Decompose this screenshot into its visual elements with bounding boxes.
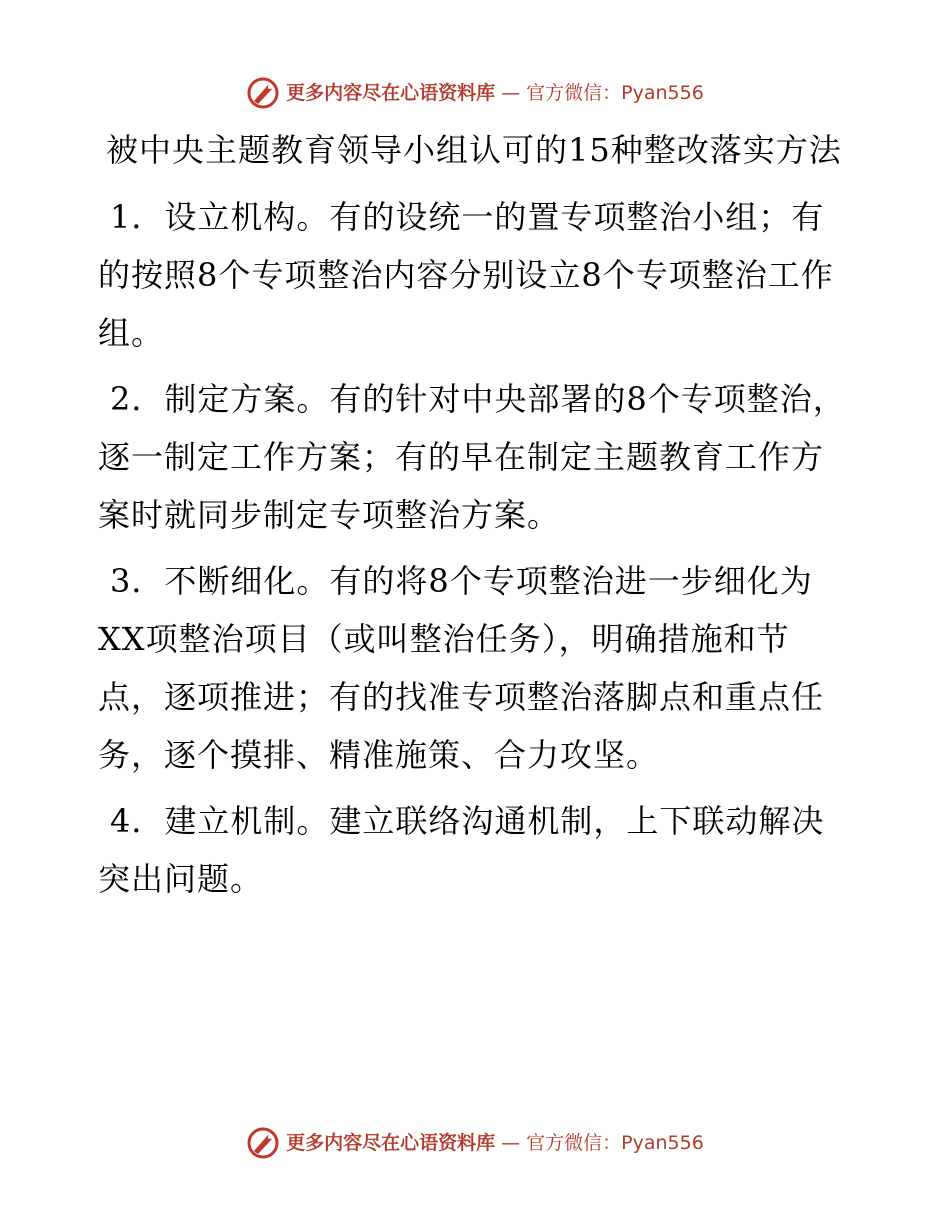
pen-logo-icon <box>246 1126 280 1160</box>
document-body <box>98 122 853 916</box>
watermark-main-text: 更多内容尽在心语资料库 <box>286 82 496 104</box>
pen-logo-icon <box>246 76 280 110</box>
document-title: 被中央主题教育领导小组认可的15种整改落实方法 <box>106 131 842 169</box>
header-watermark <box>0 76 950 110</box>
footer-watermark <box>0 1126 950 1160</box>
watermark-contact-text: 官方微信：Pyan556 <box>526 1132 704 1154</box>
paragraph-2: 2．制定方案。有的针对中央部署的8个专项整治，逐一制定工作方案；有的早在制定主题教育工作方案时就同步制定专项整治方案。 <box>98 380 846 534</box>
watermark-main-text: 更多内容尽在心语资料库 <box>286 1132 496 1154</box>
paragraph-1: 1．设立机构。有的设统一的置专项整治小组；有的按照8个专项整治内容分别设立8个专项整治工作组。 <box>98 198 834 352</box>
paragraph-4: 4．建立机制。建立联络沟通机制，上下联动解决突出问题。 <box>98 802 825 898</box>
paragraph-3: 3．不断细化。有的将8个专项整治进一步细化为XX项整治项目（或叫整治任务），明确措施和节点，逐项推进；有的找准专项整治落脚点和重点任务，逐个摸排、精准施策、合力攻坚。 <box>98 562 825 774</box>
watermark-contact-text: 官方微信：Pyan556 <box>526 82 704 104</box>
watermark-separator: — <box>501 1132 521 1154</box>
watermark-separator: — <box>501 82 521 104</box>
